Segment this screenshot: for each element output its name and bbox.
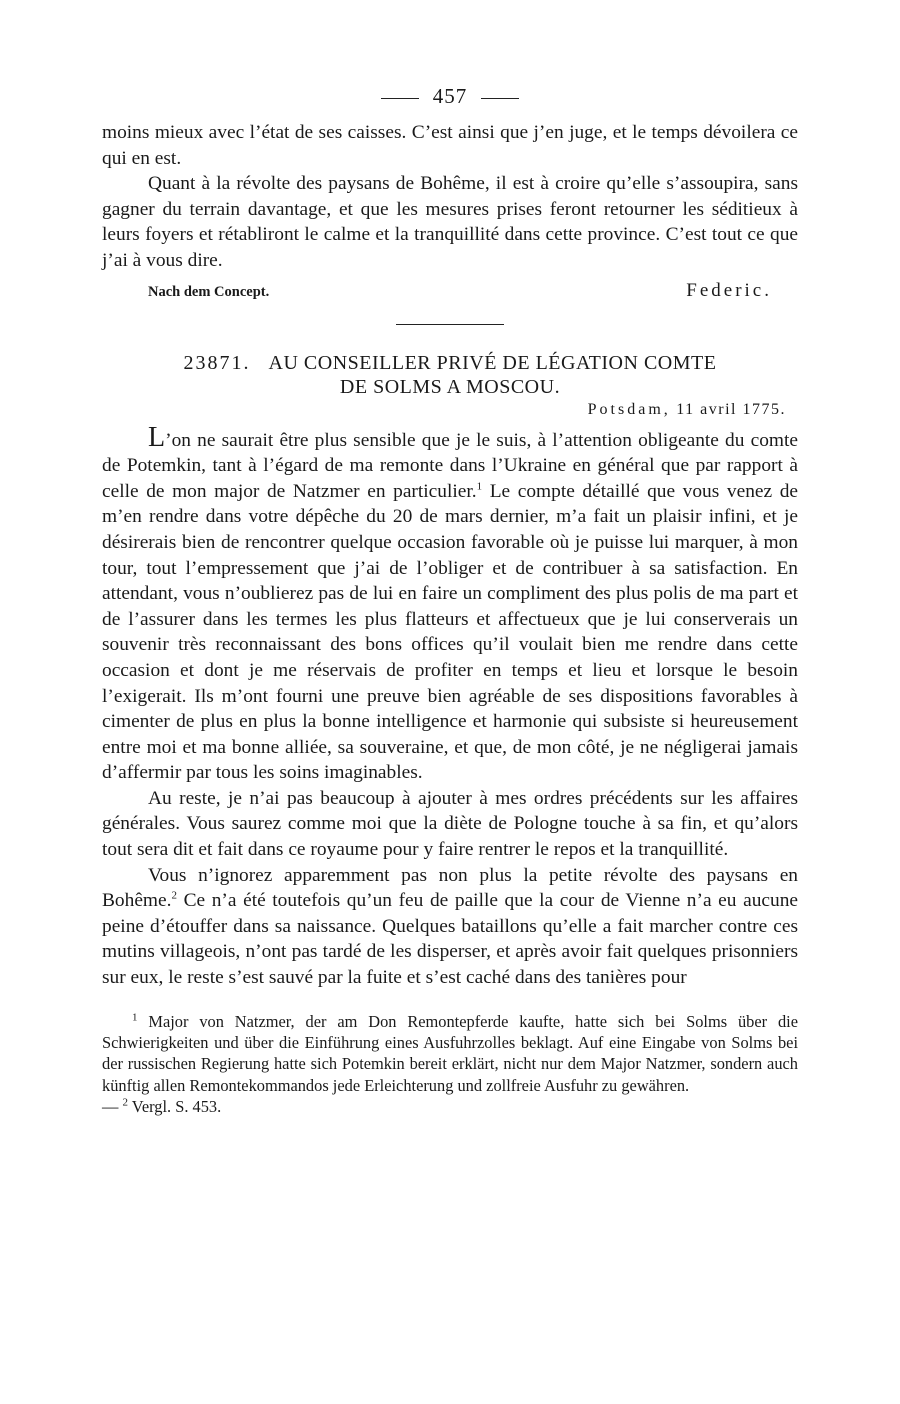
dateline	[102, 401, 786, 419]
footnote-2	[102, 1096, 798, 1117]
source-note: Nach dem Concept.	[148, 283, 270, 300]
footnote-2-text: Vergl. S. 453.	[128, 1097, 222, 1117]
document-page	[102, 84, 798, 1118]
footnote-1	[102, 1011, 798, 1097]
footnote-1-mark: 1	[132, 1011, 138, 1024]
letter-paragraph-1-text-b: Le compte détaillé que vous venez de m’en rendre dans votre dépêche du 20 de mars dernier, m’a fait un plaisir infini, et je désirerais bien de rencontrer quelque occasion favorable où je puisse lui marquer, à mon tour, tout l’empressement que j’ai de l’obliger et de contribuer à sa satisfaction. En attendant, vous n’oublierez pas de lui en faire un compliment des plus polis de ma part et de l’assurer dans les termes les plus flatteurs et affectueux que je lui conserverais un souvenir très reconnaissant des bons offices qu’il voulait bien me rendre dans cette occasion et dont je me réservais de profiter en temps et lieu et lorsque le besoin l’exigerait. Ils m’ont fourni une preuve bien agréable de ses dispositions favorables à cimenter de plus en plus la bonne intelligence et harmonie qui subsiste si heureusement entre moi et ma bonne alliée, sa souveraine, et que, de mon côté, je ne négligerai jamais d’affermir par tous les soins imaginables.	[102, 480, 798, 784]
footnote-2-prefix: —	[102, 1097, 123, 1117]
letter-paragraph-3-text-a: Vous n’ignorez apparemment pas non plus la petite révolte des paysans en Bohême.	[102, 864, 798, 912]
letter-heading	[102, 351, 798, 399]
header-dash-left	[381, 98, 419, 99]
footnote-1-text: Major von Natzmer, der am Don Remontepferde kaufte, hatte sich bei Solms über die Schwierigkeiten und über die Einführung eines Ausfuhrzolles beklagt. Auf eine Eingabe von Solms bei der russischen Regierung hatte sich Potemkin bereit erklärt, nicht nur dem Major Natzmer, sondern auch künftig allen Remontekommandos jede Erleichterung und zollfreie Ausfuhr zu gewähren.	[102, 1011, 798, 1095]
section-divider	[396, 324, 504, 325]
letter-title-2: DE SOLMS A MOSCOU.	[339, 375, 561, 398]
footnote-2-mark: 2	[122, 1096, 128, 1109]
footnotes	[102, 1011, 798, 1118]
dateline-date: 11 avril 1775.	[676, 400, 786, 418]
letter-paragraph-2: Au reste, je n’ai pas beaucoup à ajouter à mes ordres précédents sur les affaires générales. Vous saurez comme moi que la diète de Pologne touche à sa fin, et qu’alors tout sera dit et fait dans ce royaume pour y faire rentrer le repos et la tranquillité.	[102, 787, 798, 861]
running-header	[102, 84, 798, 120]
letter-title-1: AU CONSEILLER PRIVÉ DE LÉGATION COMTE	[268, 351, 717, 374]
footnote-ref-2: 2	[171, 889, 177, 902]
continued-paragraph: moins mieux avec l’état de ses caisses. C’est ainsi que j’en juge, et le temps dévoilera ce qui en est.	[102, 122, 798, 169]
footnote-ref-1: 1	[476, 480, 483, 493]
letter-paragraph-1-text-a: ’on ne saurait être plus sensible que je le suis, à l’attention obligeante du comte de Potemkin, tant à l’égard de ma remonte dans l’Ukraine en général que par rapport à celle de mon major de Natzmer en particulier.	[102, 429, 798, 502]
dateline-place: Potsdam,	[587, 400, 671, 418]
header-dash-right	[481, 98, 519, 99]
signature: Federic.	[686, 279, 772, 301]
letter-paragraph-1	[102, 421, 798, 786]
closing-line	[102, 280, 798, 302]
drop-cap: L	[148, 421, 166, 453]
letter-paragraph-3-text-b: Ce n’a été toutefois qu’un feu de paille que la cour de Vienne n’a eu aucune peine d’étouffer dans sa naissance. Quelques bataillons qu’elle a fait marcher contre ces mutins villageois, n’ont pas tardé de les disperser, et après avoir fait quelques prisonniers sur eux, le reste s’est sauvé par la fuite et s’est caché dans des tanières pour	[102, 890, 798, 989]
page-number: 457	[432, 84, 468, 108]
bohemia-paragraph: Quant à la révolte des paysans de Bohême, il est à croire qu’elle s’assoupira, sans gagner du terrain davantage, et que les mesures prises feront retourner les séditieux à leurs foyers et rétabliront le calme et la tranquillité dans cette province. C’est tout ce que j’ai à vous dire.	[102, 173, 798, 271]
letter-number: 23871.	[183, 351, 251, 374]
letter-paragraph-3	[102, 863, 798, 991]
letter-heading-line-1	[102, 351, 798, 375]
